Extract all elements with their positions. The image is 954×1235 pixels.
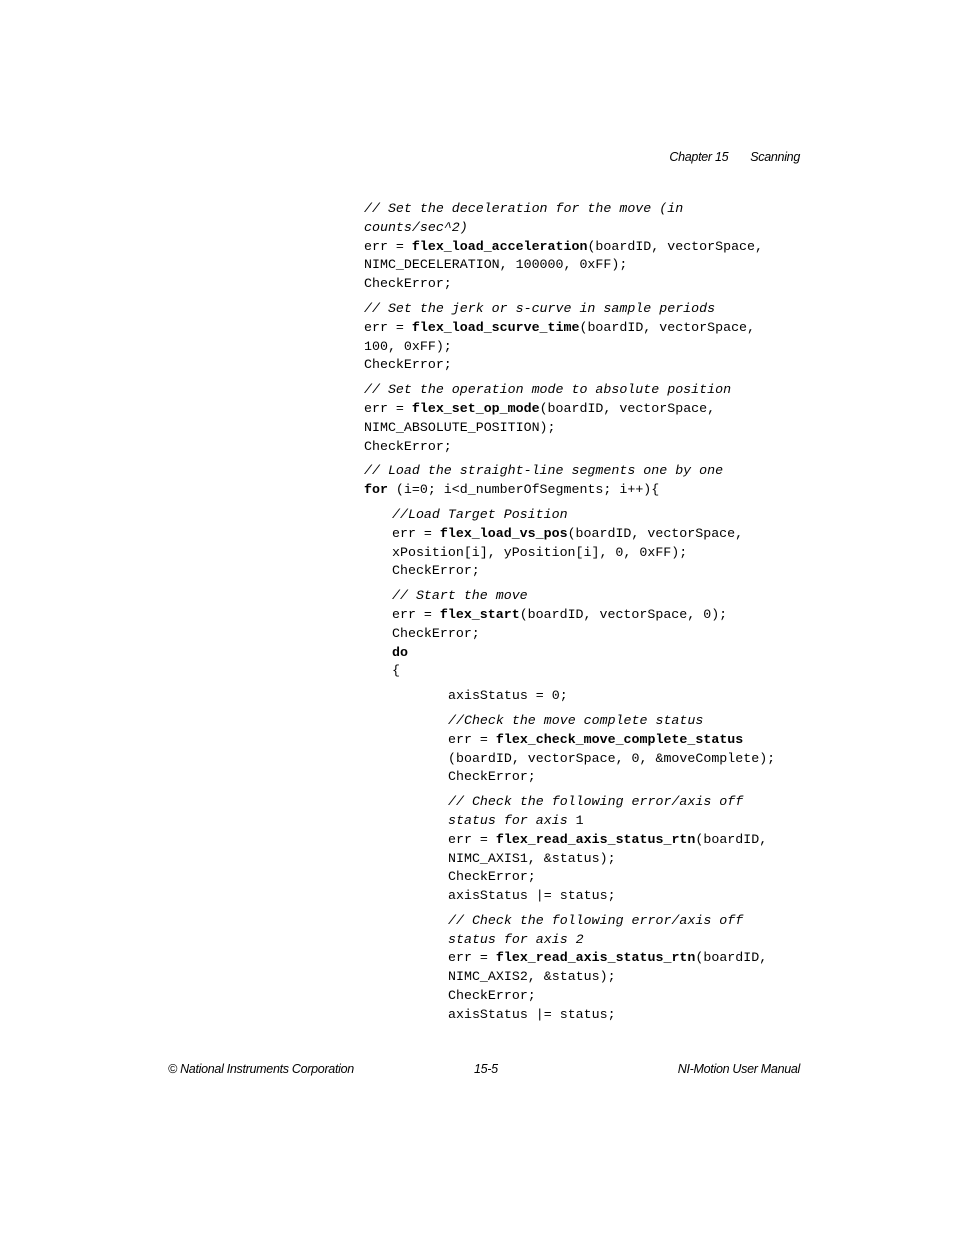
function-name: flex_load_vs_pos <box>439 525 568 541</box>
code-line: CheckError; <box>448 769 536 785</box>
page-footer <box>168 1062 800 1078</box>
code-block-for-loop <box>364 462 834 500</box>
code-line: err = flex_load_vs_pos(boardID, vectorSpace, <box>392 525 744 541</box>
code-comment: // Set the operation mode to absolute position <box>364 382 732 398</box>
code-line: CheckError; <box>364 438 452 454</box>
code-comment: status for axis 2 <box>448 931 584 947</box>
section-label: Scanning <box>750 150 800 164</box>
function-name: flex_start <box>439 606 520 622</box>
code-comment: // Check the following error/axis off <box>448 912 744 928</box>
code-line: 100, 0xFF); <box>364 338 452 354</box>
code-line: NIMC_AXIS2, &status); <box>448 969 616 985</box>
code-line: axisStatus |= status; <box>448 1006 616 1022</box>
code-block-start-move <box>364 587 834 681</box>
code-line: NIMC_ABSOLUTE_POSITION); <box>364 419 556 435</box>
code-block-axis-status-init <box>364 687 834 706</box>
code-block-deceleration <box>364 200 834 294</box>
code-block-move-complete <box>364 712 834 787</box>
function-name: flex_read_axis_status_rtn <box>495 831 696 847</box>
code-line: err = flex_read_axis_status_rtn(boardID, <box>448 950 768 966</box>
code-line: axisStatus |= status; <box>448 888 616 904</box>
code-listing <box>364 200 834 1031</box>
code-line: err = flex_load_scurve_time(boardID, vectorSpace, <box>364 319 756 335</box>
function-name: flex_load_acceleration <box>411 238 588 254</box>
keyword: do <box>392 644 408 660</box>
code-comment: status for axis 1 <box>448 812 584 828</box>
code-block-target-position <box>364 506 834 581</box>
code-comment: // Start the move <box>392 588 528 604</box>
code-line: err = flex_start(boardID, vectorSpace, 0); <box>392 606 728 622</box>
code-line: for (i=0; i<d_numberOfSegments; i++){ <box>364 482 660 498</box>
code-comment: // Check the following error/axis off <box>448 794 744 810</box>
code-line: CheckError; <box>364 276 452 292</box>
page-number: 15-5 <box>474 1062 498 1076</box>
code-line: err = flex_load_acceleration(boardID, vectorSpace, <box>364 238 764 254</box>
code-comment: // Load the straight-line segments one by one <box>364 463 724 479</box>
function-name: flex_set_op_mode <box>411 400 540 416</box>
code-comment: // Set the deceleration for the move (in <box>364 201 684 216</box>
code-line: CheckError; <box>448 988 536 1004</box>
code-line: CheckError; <box>392 625 480 641</box>
code-line: CheckError; <box>448 869 536 885</box>
chapter-label: Chapter 15 <box>669 150 729 164</box>
page-header <box>669 150 800 164</box>
function-name: flex_check_move_complete_status <box>495 731 744 747</box>
code-comment: //Check the move complete status <box>448 712 704 728</box>
keyword: for <box>364 482 388 498</box>
code-line: NIMC_AXIS1, &status); <box>448 850 616 866</box>
code-line: { <box>392 663 400 679</box>
code-line: CheckError; <box>364 357 452 373</box>
code-block-axis1-status <box>364 793 834 906</box>
code-line: axisStatus = 0; <box>448 688 568 704</box>
function-name: flex_read_axis_status_rtn <box>495 950 696 966</box>
function-name: flex_load_scurve_time <box>411 319 580 335</box>
code-line: NIMC_DECELERATION, 100000, 0xFF); <box>364 257 628 273</box>
code-comment: // Set the jerk or s-curve in sample periods <box>364 300 716 316</box>
code-block-scurve <box>364 300 834 375</box>
code-comment: counts/sec^2) <box>364 219 468 235</box>
copyright-text: © National Instruments Corporation <box>168 1062 354 1076</box>
code-line: err = flex_check_move_complete_status <box>448 731 744 747</box>
code-line: (boardID, vectorSpace, 0, &moveComplete); <box>448 750 776 766</box>
code-line: err = flex_read_axis_status_rtn(boardID, <box>448 831 768 847</box>
manual-title: NI-Motion User Manual <box>677 1062 800 1076</box>
code-comment: //Load Target Position <box>392 506 568 522</box>
code-block-axis2-status <box>364 912 834 1025</box>
code-line: err = flex_set_op_mode(boardID, vectorSpace, <box>364 400 716 416</box>
code-block-op-mode <box>364 381 834 456</box>
code-line: xPosition[i], yPosition[i], 0, 0xFF); <box>392 544 688 560</box>
code-line: CheckError; <box>392 563 480 579</box>
